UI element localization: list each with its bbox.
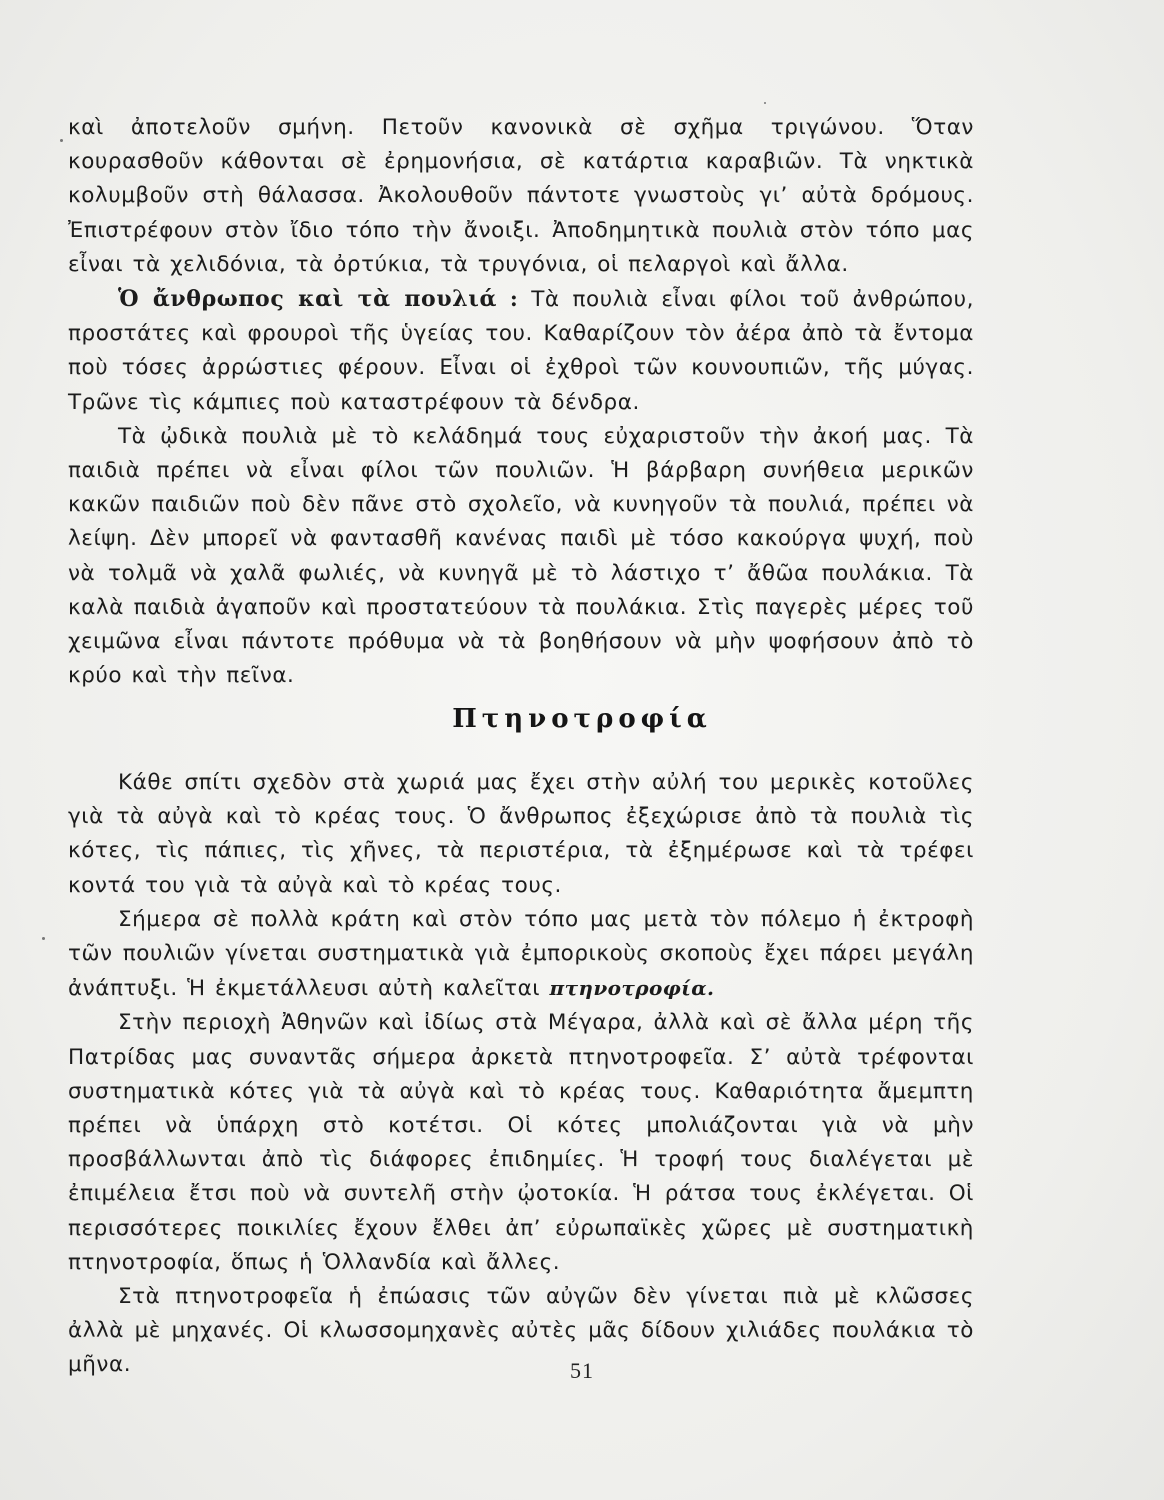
paragraph-migratory-birds: καὶ ἀποτελοῦν σμήνη. Πετοῦν κανονικὰ σὲ σχῆμα τριγώνου. Ὅταν κουρασθοῦν κάθονται σὲ ἐρημονήσια, σὲ κατάρτια καραβιῶν. Τὰ νηκτικὰ κολυμβοῦν στὴ θάλασσα. Ἀκολουθοῦν πάντοτε γνωστοὺς γι’ αὐτὰ δρόμους. Ἐπιστρέφουν στὸν ἴδιο τόπο τὴν ἄνοιξι. Ἀποδημητικὰ πουλιὰ στὸν τόπο μας εἶναι τὰ χελιδόνια, τὰ ὀρτύκια, τὰ τρυγόνια, οἱ πελαργοὶ καὶ ἄλλα. xyxy=(68,115,974,277)
paragraph-songbirds: Τὰ ᾠδικὰ πουλιὰ μὲ τὸ κελάδημά τους εὐχαριστοῦν τὴν ἀκοή μας. Τὰ παιδιὰ πρέπει νὰ εἶναι φίλοι τῶν πουλιῶν. Ἡ βάρβαρη συνήθεια μερικῶν κακῶν παιδιῶν ποὺ δὲν πᾶνε στὸ σχολεῖο, νὰ κυνηγοῦν τὰ πουλιά, πρέπει νὰ λείψη. Δὲν μπορεῖ νὰ φαντασθῆ κανένας παιδὶ μὲ τόσο κακούργα ψυχή, ποὺ νὰ τολμᾶ νὰ χαλᾶ φωλιές, νὰ κυνηγᾶ μὲ τὸ λάστιχο τ’ ἄθῶα πουλάκια. Τὰ καλὰ παιδιὰ ἀγαποῦν καὶ προστατεύουν τὰ πουλάκια. Στὶς παγερὲς μέρες τοῦ χειμῶνα εἶναι πάντοτε πρόθυμα νὰ τὰ βοηθήσουν νὰ μὴν ψοφήσουν ἀπὸ τὸ κρύο καὶ τὴν πεῖνα. xyxy=(68,423,974,689)
paragraph-systematic-breeding-text: Σήμερα σὲ πολλὰ κράτη καὶ στὸν τόπο μας μετὰ τὸν πόλεμο ἡ ἐκτροφὴ τῶν πουλιῶν γίνεται συστηματικὰ γιὰ ἐμπορικοὺς σκοποὺς ἔχει πάρει μεγάλη ἀνάπτυξι. Ἡ ἐκμετάλλευσι αὐτὴ καλεῖται xyxy=(68,906,974,1002)
paragraph-lead-title: Ὁ ἄνθρωπος καὶ τὰ πουλιά xyxy=(118,286,497,313)
top-text-block xyxy=(68,111,974,693)
page-number: 51 xyxy=(570,1358,594,1383)
paper-speck xyxy=(42,937,45,940)
paragraph-systematic-breeding xyxy=(68,903,974,1007)
paragraph-poultry-farms: Στὴν περιοχὴ Ἀθηνῶν καὶ ἰδίως στὰ Μέγαρα, ἀλλὰ καὶ σὲ ἄλλα μέρη τῆς Πατρίδας μας συναντᾶς σήμερα ἀρκετὰ πτηνοτροφεῖα. Σ’ αὐτὰ τρέφονται συστηματικὰ κότες γιὰ τὰ αὐγὰ καὶ τὸ κρέας τους. Καθαριότητα ἄμεμπτη πρέπει νὰ ὑπάρχη στὸ κοτέτσι. Οἱ κότες μπολιάζονται γιὰ νὰ μὴν προσβάλλωνται ἀπὸ τὶς διάφορες ἐπιδημίες. Ἡ τροφή τους διαλέγεται μὲ ἐπιμέλεια ἔτσι ποὺ νὰ συντελῆ στὴν ᾠοτοκία. Ἡ ράτσα τους ἐκλέγεται. Οἱ περισσότερες ποικιλίες ἔχουν ἔλθει ἀπ’ εὐρωπαϊκὲς χῶρες μὲ συστηματικὴ πτηνοτροφία, ὅπως ἡ Ὁλλανδία καὶ ἄλλες. xyxy=(68,1010,974,1275)
paper-speck xyxy=(764,102,766,104)
poultry-text-block xyxy=(68,766,974,1383)
section-heading: Πτηνοτροφία xyxy=(452,704,712,734)
paragraph-man-and-birds-text: Τὰ πουλιὰ εἶναι φίλοι τοῦ ἀνθρώπου, προστάτες καὶ φρουροὶ τῆς ὑγείας του. Καθαρίζουν τὸν ἀέρα ἀπὸ τὰ ἔντομα ποὺ τόσες ἀρρώστιες φέρουν. Εἶναι οἱ ἐχθροὶ τῶν κουνουπιῶν, τῆς μύγας. Τρῶνε τὶς κάμπιες ποὺ καταστρέφουν τὰ δένδρα. xyxy=(68,287,974,415)
paragraph-lead-colon: : xyxy=(509,287,519,313)
highlighted-term: πτηνοτροφία. xyxy=(549,976,715,1001)
paragraph-household-poultry: Κάθε σπίτι σχεδὸν στὰ χωριά μας ἔχει στὴν αὐλή του μερικὲς κοτοῦλες γιὰ τὰ αὐγὰ καὶ τὸ κρέας τους. Ὁ ἄνθρωπος ἐξεχώρισε ἀπὸ τὰ πουλιὰ τὶς κότες, τὶς πάπιες, τὶς χῆνες, τὰ περιστέρια, τὰ ἐξημέρωσε καὶ τὰ τρέφει κοντά του γιὰ τὰ αὐγὰ καὶ τὸ κρέας τους. xyxy=(68,770,974,898)
paragraph-incubators: Στὰ πτηνοτροφεῖα ἡ ἐπώασις τῶν αὐγῶν δὲν γίνεται πιὰ μὲ κλῶσσες ἀλλὰ μὲ μηχανές. Οἱ κλωσσομηχανὲς αὐτὲς μᾶς δίδουν χιλιάδες πουλάκια τὸ μῆνα. xyxy=(68,1284,974,1378)
paper-speck xyxy=(60,139,63,142)
paragraph-man-and-birds xyxy=(68,282,974,420)
